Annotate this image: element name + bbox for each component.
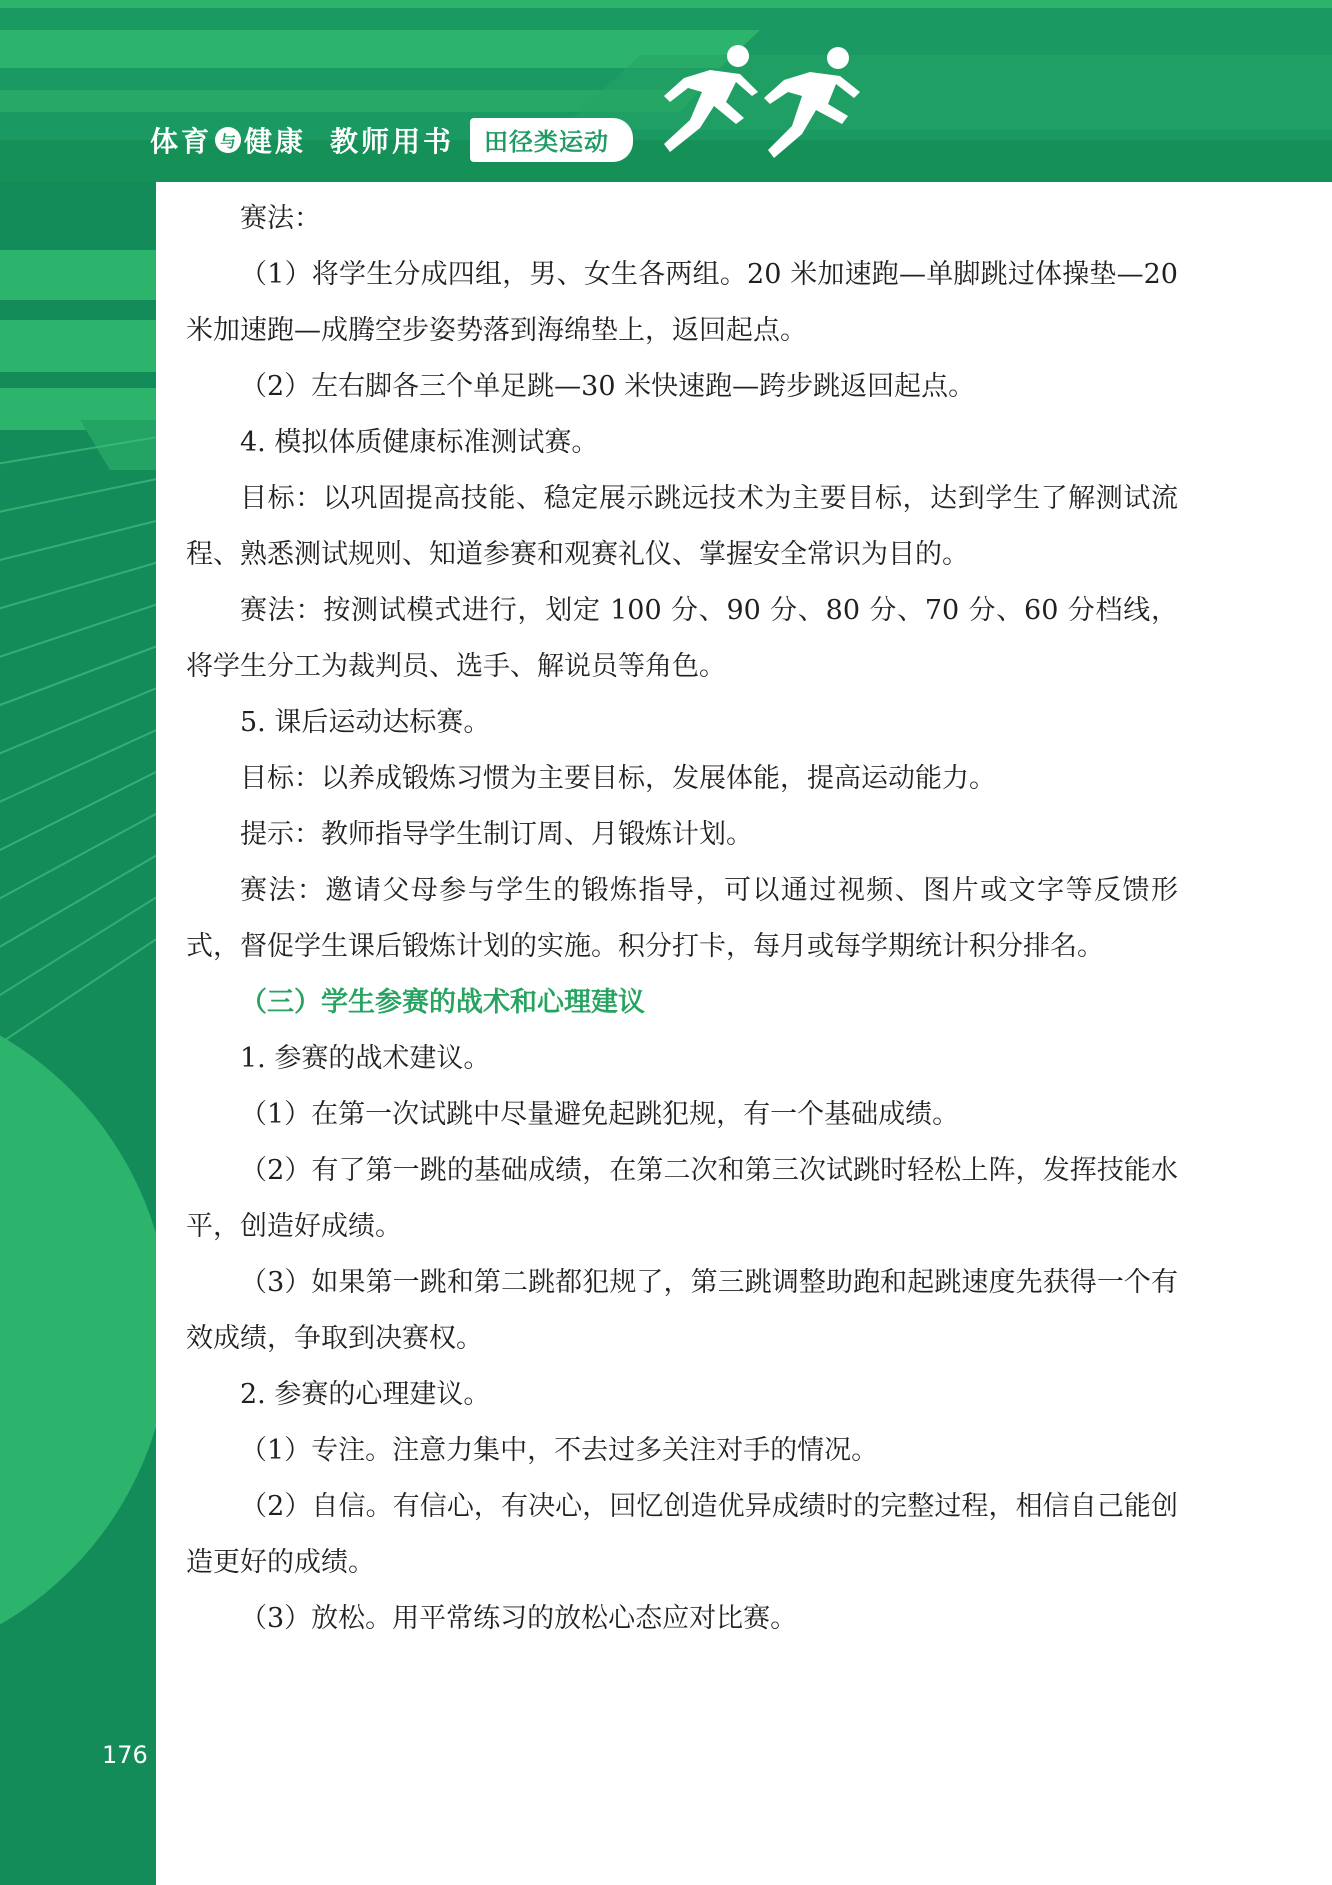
chapter-tag: 田径类运动 xyxy=(470,118,633,162)
paragraph: 提示：教师指导学生制订周、月锻炼计划。 xyxy=(240,819,753,850)
paragraph: 赛法：邀请父母参与学生的锻炼指导，可以通过视频、图片或文字等反馈形式，督促学生课后锻炼计划的实施。积分打卡，每月或每学期统计积分排名。 xyxy=(186,875,1178,962)
book-title-amp: 与 xyxy=(215,127,241,153)
section-heading: （三）学生参赛的战术和心理建议 xyxy=(240,987,645,1018)
book-title xyxy=(150,120,454,160)
book-subtitle: 教师用书 xyxy=(330,125,455,158)
paragraph: 目标：以养成锻炼习惯为主要目标，发展体能，提高运动能力。 xyxy=(240,763,996,794)
page-number: 176 xyxy=(102,1741,148,1769)
paragraph: （1）将学生分成四组，男、女生各两组。20 米加速跑—单脚跳过体操垫—20米加速跑—成腾空步姿势落到海绵垫上，返回起点。 xyxy=(186,259,1178,346)
runner-icon xyxy=(738,44,878,164)
paragraph: 赛法： xyxy=(240,203,321,234)
paragraph: （2）自信。有信心，有决心，回忆创造优异成绩时的完整过程，相信自己能创造更好的成绩。 xyxy=(186,1491,1178,1578)
book-title-part1: 体育 xyxy=(150,125,213,158)
paragraph: （2）有了第一跳的基础成绩，在第二次和第三次试跳时轻松上阵，发挥技能水平，创造好成绩。 xyxy=(186,1155,1178,1242)
paragraph: 目标：以巩固提高技能、稳定展示跳远技术为主要目标，达到学生了解测试流程、熟悉测试规则、知道参赛和观赛礼仪、掌握安全常识为目的。 xyxy=(186,483,1178,570)
paragraph: （3）放松。用平常练习的放松心态应对比赛。 xyxy=(240,1603,798,1634)
paragraph: 4. 模拟体质健康标准测试赛。 xyxy=(240,427,599,458)
paragraph: 赛法：按测试模式进行，划定 100 分、90 分、80 分、70 分、60 分档线，将学生分工为裁判员、选手、解说员等角色。 xyxy=(186,595,1178,682)
paragraph: （2）左右脚各三个单足跳—30 米快速跑—跨步跳返回起点。 xyxy=(240,371,976,402)
paragraph: （1）在第一次试跳中尽量避免起跳犯规，有一个基础成绩。 xyxy=(240,1099,960,1130)
book-title-part2: 健康 xyxy=(244,125,307,158)
paragraph: 1. 参赛的战术建议。 xyxy=(240,1043,491,1074)
paragraph: 2. 参赛的心理建议。 xyxy=(240,1379,491,1410)
page-body xyxy=(186,191,1178,1647)
paragraph: （3）如果第一跳和第二跳都犯规了，第三跳调整助跑和起跳速度先获得一个有效成绩，争取到决赛权。 xyxy=(186,1267,1178,1354)
paragraph: （1）专注。注意力集中，不去过多关注对手的情况。 xyxy=(240,1435,879,1466)
paragraph: 5. 课后运动达标赛。 xyxy=(240,707,491,738)
